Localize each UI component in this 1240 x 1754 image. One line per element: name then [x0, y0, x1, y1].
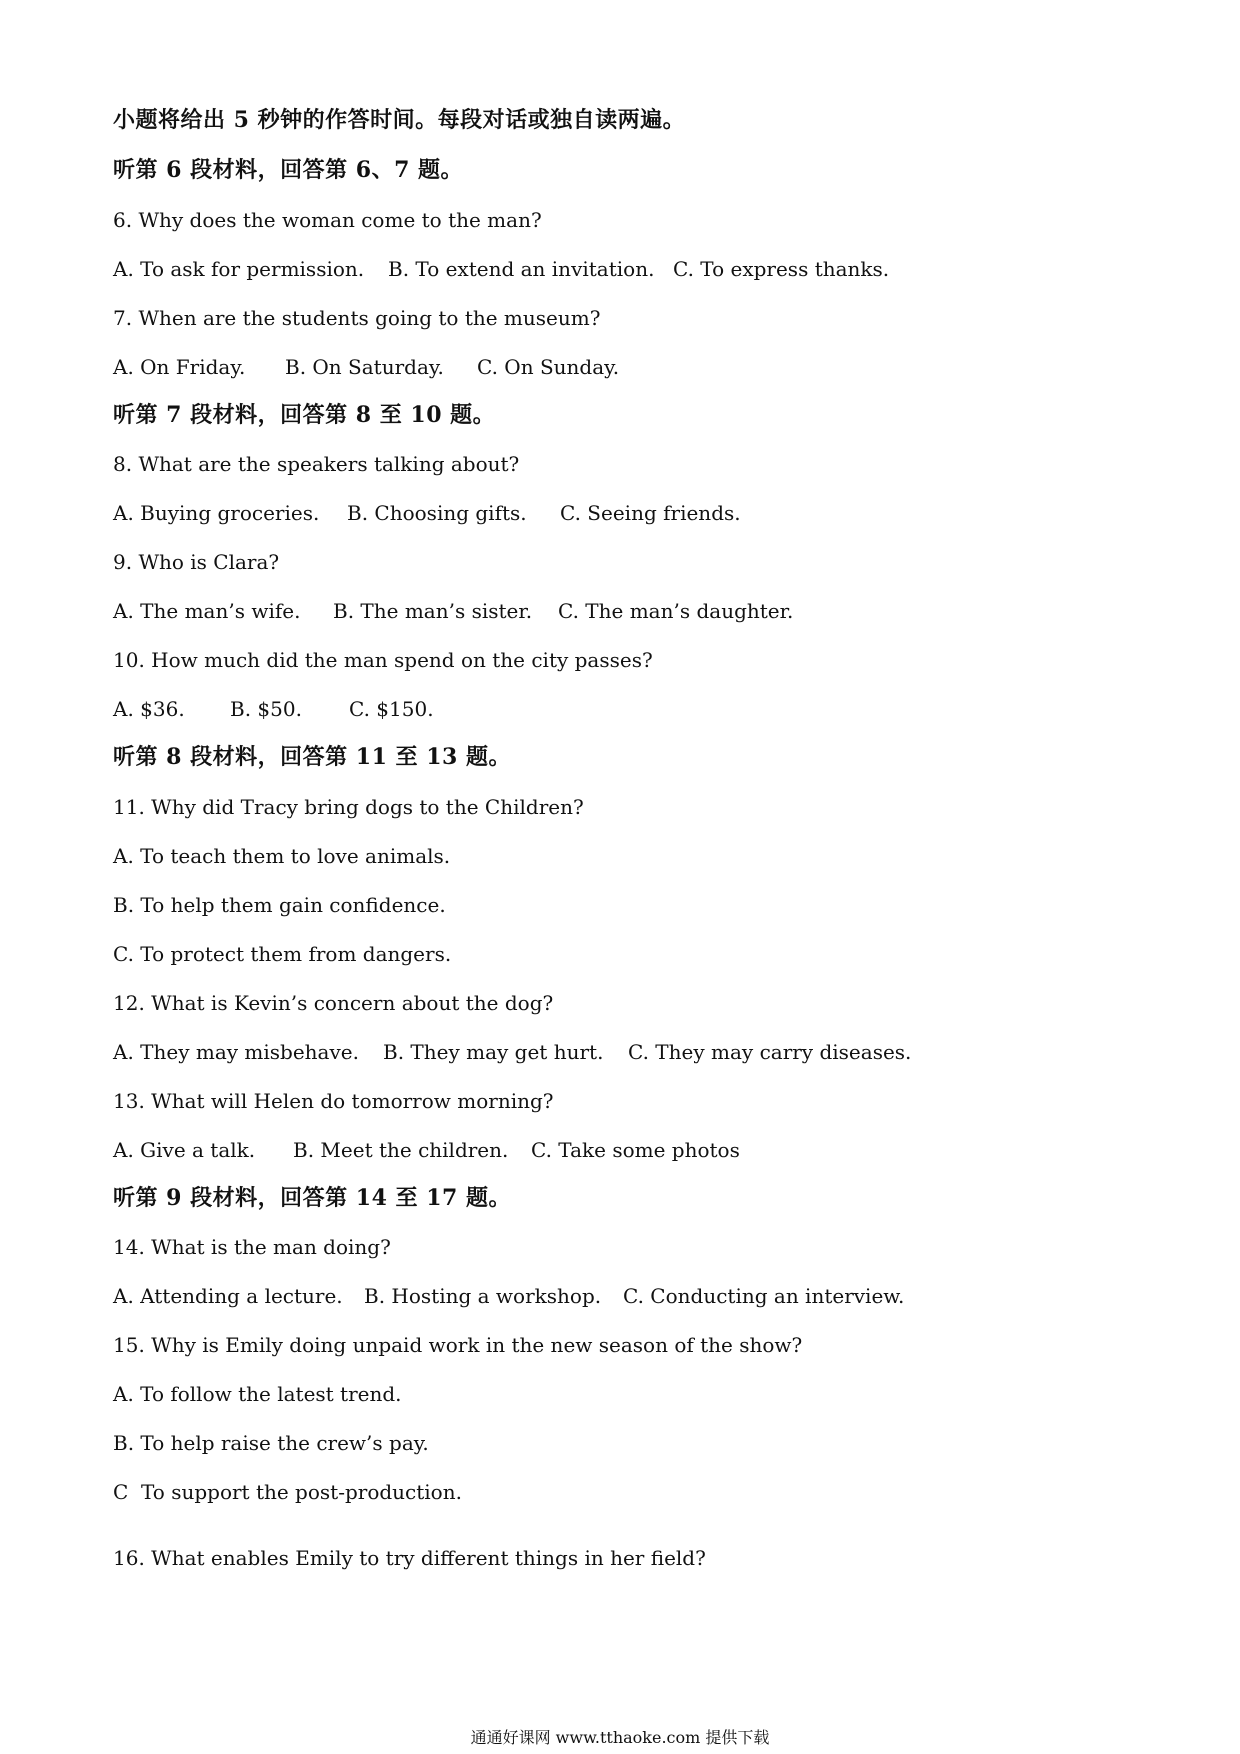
question-15: 15. Why is Emily doing unpaid work in the new season of the show?: [113, 1333, 803, 1357]
option-7a: A. On Friday.: [113, 355, 246, 379]
option-12b: B. They may get hurt.: [383, 1040, 604, 1064]
option-10b: B. $50.: [230, 697, 302, 721]
option-15c: C To support the post-production.: [113, 1480, 462, 1504]
option-10c: C. $150.: [349, 697, 434, 721]
option-15b: B. To help raise the crew’s pay.: [113, 1431, 429, 1455]
option-15a: A. To follow the latest trend.: [113, 1382, 402, 1406]
option-14b: B. Hosting a workshop.: [364, 1284, 602, 1308]
option-13a: A. Give a talk.: [113, 1138, 256, 1162]
option-8b: B. Choosing gifts.: [347, 501, 527, 525]
question-11: 11. Why did Tracy bring dogs to the Children?: [113, 795, 584, 819]
question-7: 7. When are the students going to the museum?: [113, 306, 601, 330]
question-13: 13. What will Helen do tomorrow morning?: [113, 1089, 554, 1113]
option-7b: B. On Saturday.: [285, 355, 444, 379]
option-11a: A. To teach them to love animals.: [113, 844, 451, 868]
question-6: 6. Why does the woman come to the man?: [113, 208, 542, 232]
question-16: 16. What enables Emily to try different things in her field?: [113, 1546, 706, 1570]
option-10a: A. $36.: [113, 697, 185, 721]
page-footer: 通通好课网 www.tthaoke.com 提供下载: [470, 1728, 770, 1747]
section-heading-8: 听第 8 段材料，回答第 11 至 13 题。: [113, 744, 511, 770]
question-10: 10. How much did the man spend on the city passes?: [113, 648, 653, 672]
option-14a: A. Attending a lecture.: [113, 1284, 343, 1308]
option-6a: A. To ask for permission.: [113, 257, 365, 281]
option-9c: C. The man’s daughter.: [558, 599, 794, 623]
section-heading-7: 听第 7 段材料，回答第 8 至 10 题。: [113, 402, 496, 428]
question-8: 8. What are the speakers talking about?: [113, 452, 520, 476]
question-14: 14. What is the man doing?: [113, 1235, 391, 1259]
option-6c: C. To express thanks.: [673, 257, 890, 281]
option-8c: C. Seeing friends.: [560, 501, 741, 525]
option-11c: C. To protect them from dangers.: [113, 942, 452, 966]
option-13c: C. Take some photos: [531, 1138, 740, 1162]
option-12c: C. They may carry diseases.: [628, 1040, 912, 1064]
option-13b: B. Meet the children.: [293, 1138, 509, 1162]
option-9a: A. The man’s wife.: [113, 599, 301, 623]
question-9: 9. Who is Clara?: [113, 550, 280, 574]
section-heading-9: 听第 9 段材料，回答第 14 至 17 题。: [113, 1185, 511, 1211]
option-6b: B. To extend an invitation.: [388, 257, 655, 281]
option-9b: B. The man’s sister.: [333, 599, 533, 623]
option-14c: C. Conducting an interview.: [623, 1284, 905, 1308]
option-12a: A. They may misbehave.: [113, 1040, 359, 1064]
instruction-text: 小题将给出 5 秒钟的作答时间。每段对话或独自读两遍。: [113, 107, 686, 133]
question-12: 12. What is Kevin’s concern about the dog?: [113, 991, 554, 1015]
section-heading-6: 听第 6 段材料，回答第 6、7 题。: [113, 157, 464, 183]
option-11b: B. To help them gain confidence.: [113, 893, 446, 917]
option-8a: A. Buying groceries.: [113, 501, 320, 525]
option-7c: C. On Sunday.: [477, 355, 620, 379]
